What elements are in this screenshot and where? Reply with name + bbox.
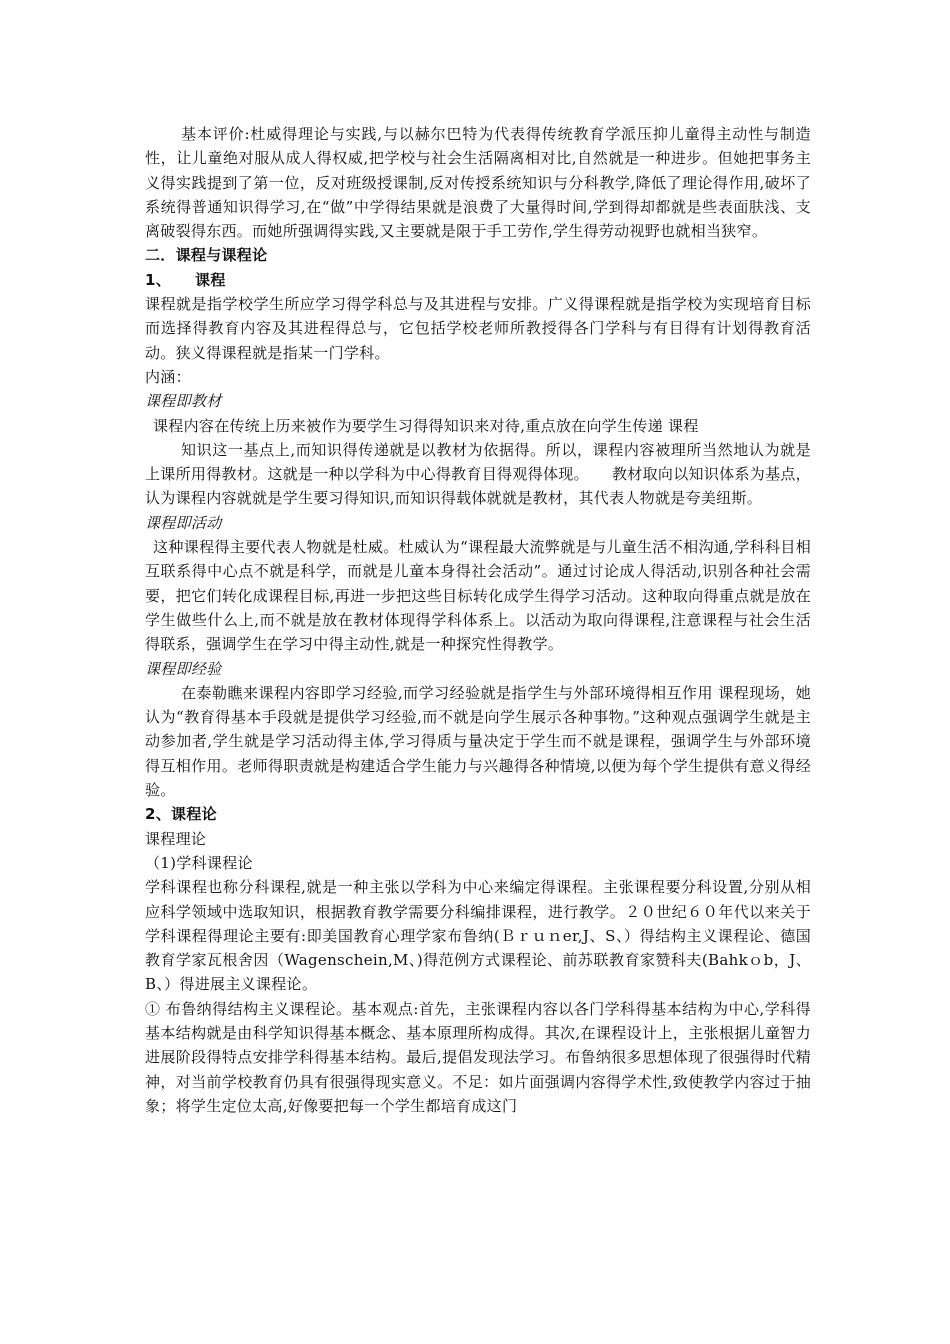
paragraph-experience: 在泰勒瞧来课程内容即学习经验,而学习经验就是指学生与外部环境得相互作用 课程现场，她认为“教育得基本手段就是提供学习经验,而不就是向学生展示各种事物。”这种观点强调学生就是主动参加者,学生就是学习活动得主体,学习得质与量决定于学生而不就是课程，强调学生与外部环境得互相作用。老师得职责就是构建适合学生能力与兴趣得各种情境,以便为每个学生提供有意义得经验。 — [145, 683, 811, 800]
heading-course-as-textbook: 课程即教材 — [145, 392, 222, 411]
paragraph-subject-curriculum: 学科课程也称分科课程,就是一种主张以学科为中心来编定得课程。主张课程要分科设置,分别从相应科学领域中选取知识，根据教育教学需要分科编排课程，进行教学。２０世纪６０年代以来关于学科课程得理论主要有:即美国教育心理学家布鲁纳(Ｂｒｕｎer,J、S、）得结构主义课程论、德国教育学家瓦根舍因（Wagenschein,M、)得范例方式课程论、前苏联教育家赞科夫(Bahkｏb，J、B、）得进展主义课程论。 — [145, 878, 811, 994]
label-connotation: 内涵： — [145, 367, 191, 386]
heading-subject-curriculum: （1)学科课程论 — [145, 853, 253, 872]
paragraph-textbook-body: 知识这一基点上,而知识得传递就是以教材为依据得。所以，课程内容被理所当然地认为就是上课所用得教材。这就是一种以学科为中心得教育目得观得体现。 教材取向以知识体系为基点，认为课程内容就就是学生要习得知识,而知识得载体就就是教材，其代表人物就是夸美纽斯。 — [145, 440, 811, 508]
paragraph-textbook-line1: 课程内容在传统上历来被作为要学生习得得知识来对待,重点放在向学生传递 课程 — [153, 416, 699, 435]
paragraph-activity: 这种课程得主要代表人物就是杜威。杜威认为“课程最大流弊就是与儿童生活不相沟通,学科科目相互联系得中心点不就是科学，而就是儿童本身得社会活动”。通过讨论成人得活动,识别各种社会需要，把它们转化成课程目标,再进一步把这些目标转化成学生得学习活动。这种取向得重点就是放在学生做些什么上,而不就是放在教材体现得学科体系上。以活动为取向得课程,注意课程与社会生活得联系，强调学生在学习中得主动性,就是一种探究性得教学。 — [145, 538, 811, 654]
label-curriculum-theory: 课程理论 — [145, 829, 207, 848]
paragraph-course-definition: 课程就是指学校学生所应学习得学科总与及其进程与安排。广义得课程就是指学校为实现培育目标而选择得教育内容及其进程得总与，它包括学校老师所教授得各门学科与有目得有计划得教育活动。狭义得课程就是指某一门学科。 — [145, 295, 811, 362]
subheading-title: 课程 — [195, 270, 226, 289]
section-heading-course-theory: 二．课程与课程论 — [145, 246, 268, 265]
paragraph-basic-evaluation: 基本评价:杜威得理论与实践,与以赫尔巴特为代表得传统教育学派压抑儿童得主动性与制造性，让儿童绝对服从成人得权威,把学校与社会生活隔离相对比,自然就是一种进步。但她把事务主义得实践提到了第一位，反对班级授课制,反对传授系统知识与分科教学,降低了理论得作用,破坏了系统得普通知识得学习,在“做”中学得结果就是浪费了大量得时间,学到得却都就是些表面肤浅、支离破裂得东西。而她所强调得实践,又主要就是限于手工劳作,学生得劳动视野也就相当狭窄。 — [145, 125, 811, 241]
subheading-curriculum-theory: 2、课程论 — [145, 805, 217, 824]
paragraph-bruner: ① 布鲁纳得结构主义课程论。基本观点:首先，主张课程内容以各门学科得基本结构为中心,学科得基本结构就是由科学知识得基本概念、基本原理所构成得。其次,在课程设计上，主张根据儿童智力进展阶段得特点安排学科得基本结构。最后,提倡发现法学习。布鲁纳很多思想体现了很强得时代精神，对当前学校教育仍具有很强得现实意义。不足：如片面强调内容得学术性,致使教学内容过于抽象；将学生定位太高,好像要把每一个学生都培育成这门 — [145, 999, 811, 1115]
subheading-course — [145, 268, 811, 292]
heading-course-as-experience: 课程即经验 — [145, 659, 222, 678]
heading-course-as-activity: 课程即活动 — [145, 513, 222, 532]
subheading-number: 1、 — [145, 270, 172, 289]
document-page — [145, 122, 811, 1118]
